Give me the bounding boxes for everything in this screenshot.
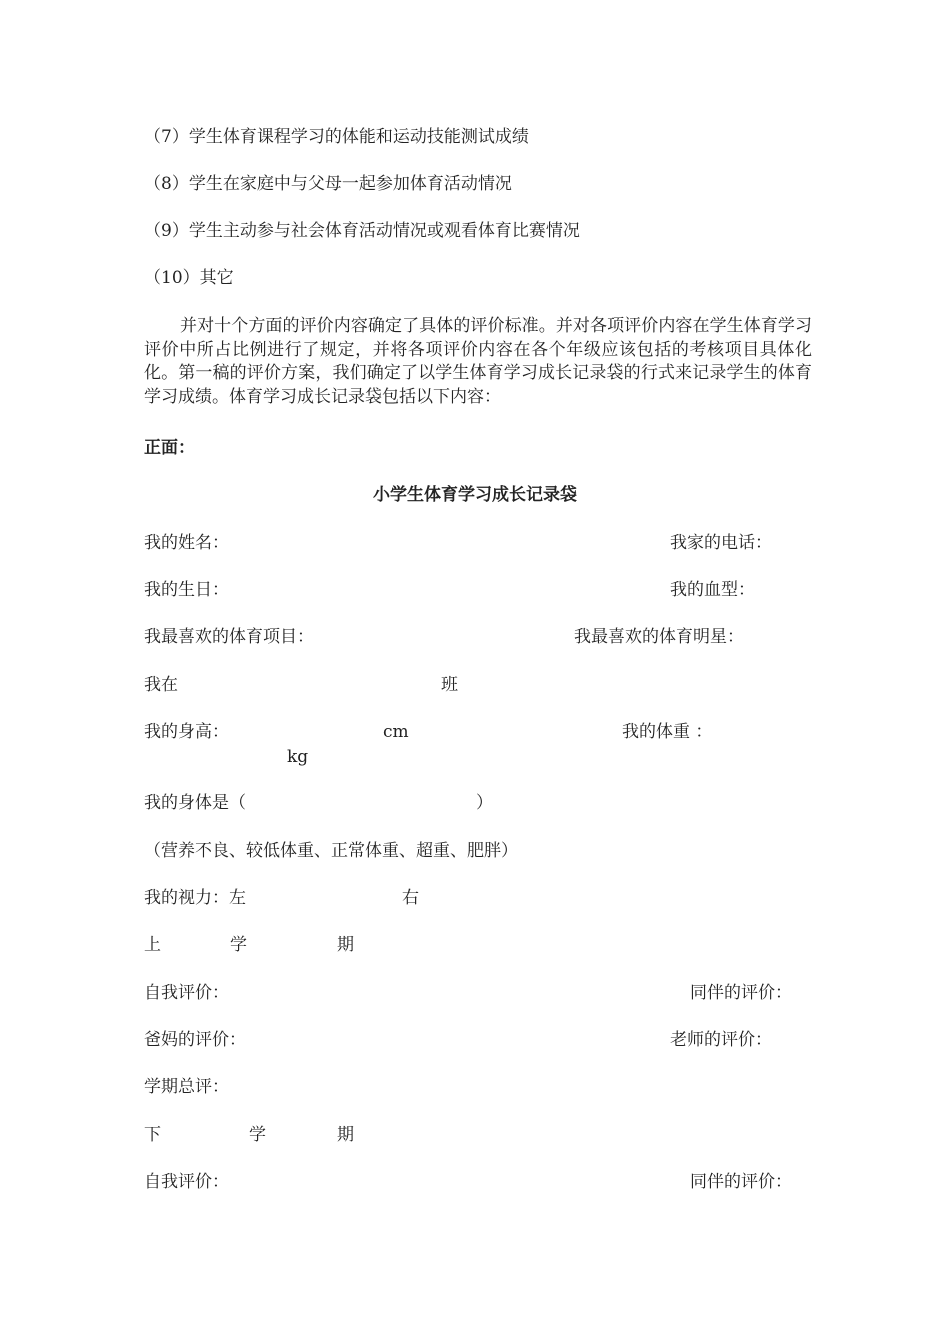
weight-label: 我的体重 ： [622,722,713,742]
height-label: 我的身高： [144,722,229,742]
term2-self-eval: 自我评价： [144,1172,229,1192]
term1-summary: 学期总评： [144,1077,229,1097]
body-type-open: 我的身体是（ [144,793,246,813]
term1-self-eval: 自我评价： [144,983,229,1003]
term2-char-1: 下 [144,1125,161,1145]
front-label: 正面： [144,438,195,458]
term1-char-1: 上 [144,935,161,955]
favorite-star-label: 我最喜欢的体育明星： [574,627,744,647]
list-item-7: （7）学生体育课程学习的体能和运动技能测试成绩 [144,127,529,147]
term2-char-3: 期 [337,1125,354,1145]
height-unit: cm [383,722,409,742]
term2-char-2: 学 [249,1125,266,1145]
body-paragraph: 并对十个方面的评价内容确定了具体的评价标准。并对各项评价内容在学生体育学习评价中所占比例进行了规定，并将各项评价内容在各个年级应该包括的考核项目具体化化。第一稿的评价方案，我们确定了以学生体育学习成长记录袋的行式来记录学生的体育学习成绩。体育学习成长记录袋包括以下内容： [144,316,812,407]
class-prefix: 我在 [144,675,178,695]
list-item-8: （8）学生在家庭中与父母一起参加体育活动情况 [144,174,512,194]
term1-teacher-eval: 老师的评价： [670,1030,772,1050]
term1-char-3: 期 [337,935,354,955]
list-item-9: （9）学生主动参与社会体育活动情况或观看体育比赛情况 [144,221,580,241]
body-type-close: ） [476,793,493,813]
weight-unit: kg [287,747,309,767]
class-suffix: 班 [441,675,458,695]
term1-char-2: 学 [230,935,247,955]
body-type-options: （营养不良、较低体重、正常体重、超重、肥胖） [144,841,518,861]
favorite-sport-label: 我最喜欢的体育项目： [144,627,314,647]
term1-parent-eval: 爸妈的评价： [144,1030,246,1050]
vision-right-label: 右 [402,888,419,908]
birthday-label: 我的生日： [144,580,229,600]
form-title: 小学生体育学习成长记录袋 [373,485,577,505]
list-item-10: （10）其它 [144,268,234,288]
vision-left-label: 我的视力：左 [144,888,246,908]
blood-type-label: 我的血型： [670,580,755,600]
name-label: 我的姓名： [144,533,229,553]
phone-label: 我家的电话： [670,533,772,553]
term1-peer-eval: 同伴的评价： [690,983,792,1003]
term2-peer-eval: 同伴的评价： [690,1172,792,1192]
